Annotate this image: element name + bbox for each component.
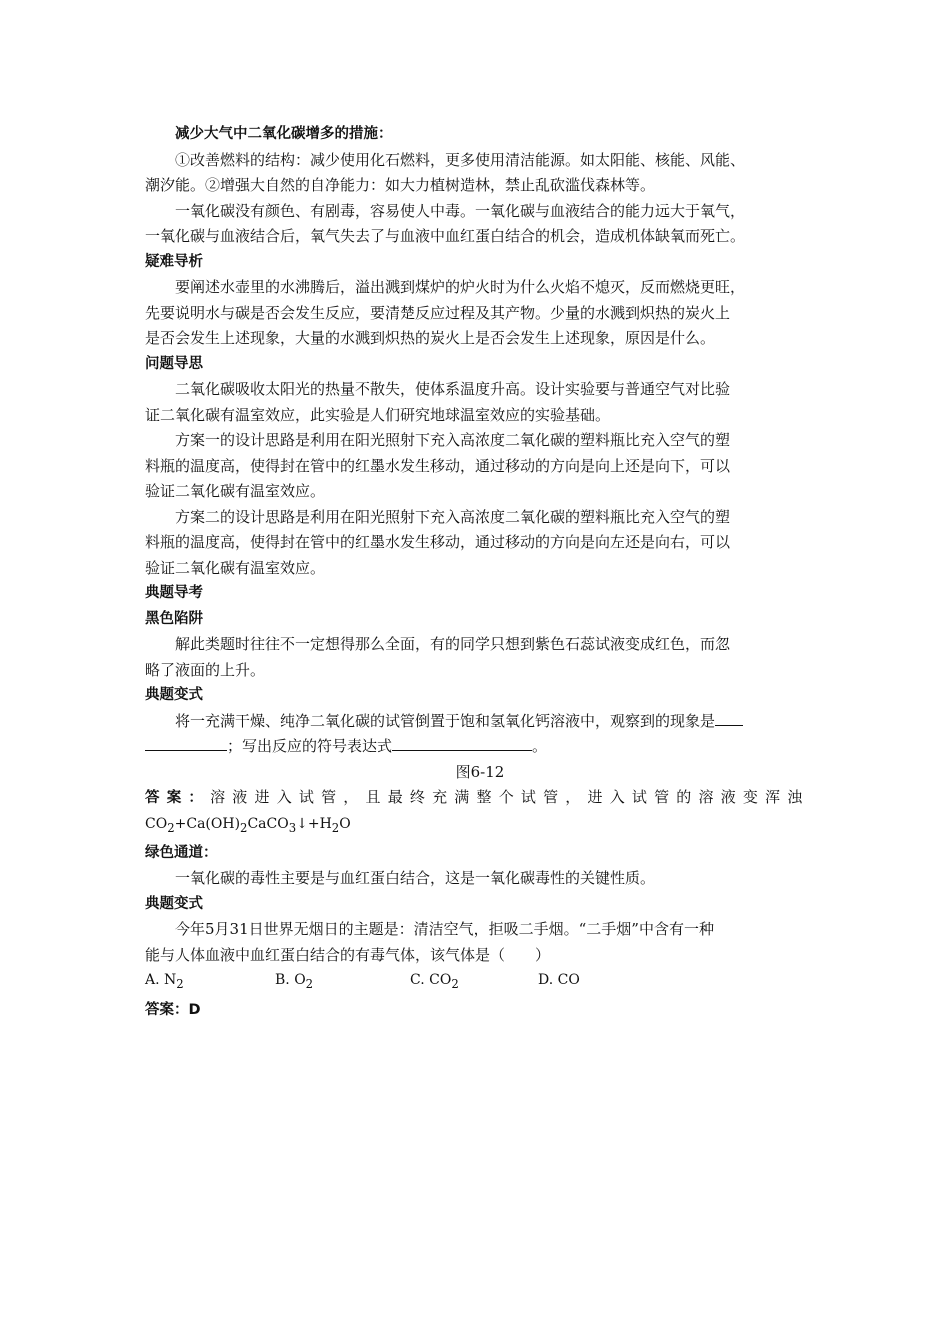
option-a: [145, 968, 275, 997]
difficulty-heading: 疑难导析: [145, 253, 203, 270]
eq-caco: CaCO: [247, 815, 289, 832]
measures-paragraph-line2: 潮汐能。②增强大自然的自净能力：如大力植树造林，禁止乱砍滥伐森林等。: [145, 176, 656, 194]
option-d: [538, 968, 580, 994]
option-c-text: C. CO: [410, 972, 452, 989]
document-body: [145, 122, 815, 1023]
answer1-text: 溶液进入试管，且最终充满整个试管，进入试管的溶液变浑浊: [210, 788, 810, 806]
plan2-line1: 方案二的设计思路是利用在阳光照射下充入高浓度二氧化碳的塑料瓶比充入空气的塑: [175, 507, 731, 526]
eq-sub: 3: [288, 820, 297, 835]
option-c-sub: 2: [451, 977, 459, 992]
option-d-text: D. CO: [538, 972, 580, 989]
eq-sub: 2: [331, 820, 340, 835]
option-a-sub: 2: [176, 977, 184, 992]
variant-line2: [145, 734, 815, 760]
measures-heading: 减少大气中二氧化碳增多的措施：: [175, 126, 393, 142]
variant-period: 。: [532, 737, 548, 755]
chemical-equation: [145, 812, 815, 841]
option-c: [410, 968, 538, 997]
measures-paragraph-line1: ①改善燃料的结构：减少使用化石燃料，更多使用清洁能源。如太阳能、核能、风能、: [175, 150, 746, 169]
trap-line1: 解此类题时往往不一定想得那么全面，有的同学只想到紫色石蕊试液变成红色，而忽: [175, 635, 731, 653]
question-heading: 问题导思: [145, 355, 203, 372]
answer-blank-2: [392, 734, 532, 751]
co-paragraph-line2: 一氧化碳与血液结合后，氧气失去了与血液中血红蛋白结合的机会，造成机体缺氧而死亡。: [145, 227, 746, 245]
co-paragraph-line1: 一氧化碳没有颜色、有剧毒，容易使人中毒。一氧化碳与血液结合的能力远大于氧气，: [175, 201, 746, 220]
option-a-text: A. N: [145, 972, 177, 989]
trap-line2: 略了液面的上升。: [145, 660, 266, 679]
green-heading: 绿色通道：: [145, 844, 218, 861]
variant2-heading: 典题变式: [145, 895, 203, 912]
typical-heading: 典题导考: [145, 585, 203, 601]
plan1-line3: 验证二氧化碳有温室效应。: [145, 482, 326, 500]
question-line1: 二氧化碳吸收太阳光的热量不散失，使体系温度升高。设计实验要与普通空气对比验: [175, 380, 731, 398]
difficulty-line3: 是否会发生上述现象，大量的水溅到炽热的炭火上是否会发生上述现象，原因是什么。: [145, 329, 716, 347]
answer-blank-1a: [715, 709, 743, 726]
eq-tail: ↓+H: [296, 815, 332, 832]
variant2-line2: 能与人体血液中血红蛋白结合的有毒气体，该气体是（ ）: [145, 945, 551, 964]
variant-question-text: 将一充满干燥、纯净二氧化碳的试管倒置于饱和氢氧化钙溶液中，观察到的现象是: [175, 711, 716, 730]
eq-caoh: +Ca(OH): [174, 815, 241, 832]
answer-blank-1b: [145, 734, 227, 751]
trap-heading: 黑色陷阱: [145, 610, 203, 627]
plan2-line3: 验证二氧化碳有温室效应。: [145, 558, 326, 577]
answer1-label: 答案：: [145, 790, 211, 806]
variant2-line1: 今年5月31日世界无烟日的主题是：清洁空气，拒吸二手烟。“二手烟”中含有一种: [175, 920, 714, 939]
variant-heading: 典题变式: [145, 687, 203, 703]
options-line: [145, 968, 815, 997]
answer2: 答案：D: [145, 1001, 201, 1018]
eq-co: CO: [145, 815, 168, 832]
option-b-sub: 2: [305, 977, 314, 992]
eq-sub: 2: [240, 820, 248, 835]
plan1-line2: 料瓶的温度高，使得封在管中的红墨水发生移动，通过移动的方向是向上还是向下，可以: [145, 456, 731, 475]
answer1-line: [145, 785, 815, 812]
eq-sub: 2: [167, 820, 175, 835]
green-text: 一氧化碳的毒性主要是与血红蛋白结合，这是一氧化碳毒性的关键性质。: [175, 869, 656, 888]
difficulty-line2: 先要说明水与碳是否会发生反应，要清楚反应过程及其产物。少量的水溅到炽热的炭火上: [145, 303, 731, 322]
variant-formula-prompt: ；写出反应的符号表达式: [227, 737, 393, 755]
option-b: [275, 968, 410, 997]
plan1-line1: 方案一的设计思路是利用在阳光照射下充入高浓度二氧化碳的塑料瓶比充入空气的塑: [175, 431, 731, 449]
figure-label: 图6-12: [455, 762, 505, 781]
difficulty-line1: 要阐述水壶里的水沸腾后，溢出溅到煤炉的炉火时为什么火焰不熄灭，反而燃烧更旺，: [175, 278, 746, 296]
question-line2: 证二氧化碳有温室效应，此实验是人们研究地球温室效应的实验基础。: [145, 405, 611, 424]
variant-line1: [145, 709, 815, 735]
option-b-text: B. O: [275, 972, 306, 989]
eq-o: O: [339, 815, 351, 832]
plan2-line2: 料瓶的温度高，使得封在管中的红墨水发生移动，通过移动的方向是向左还是向右，可以: [145, 533, 731, 551]
